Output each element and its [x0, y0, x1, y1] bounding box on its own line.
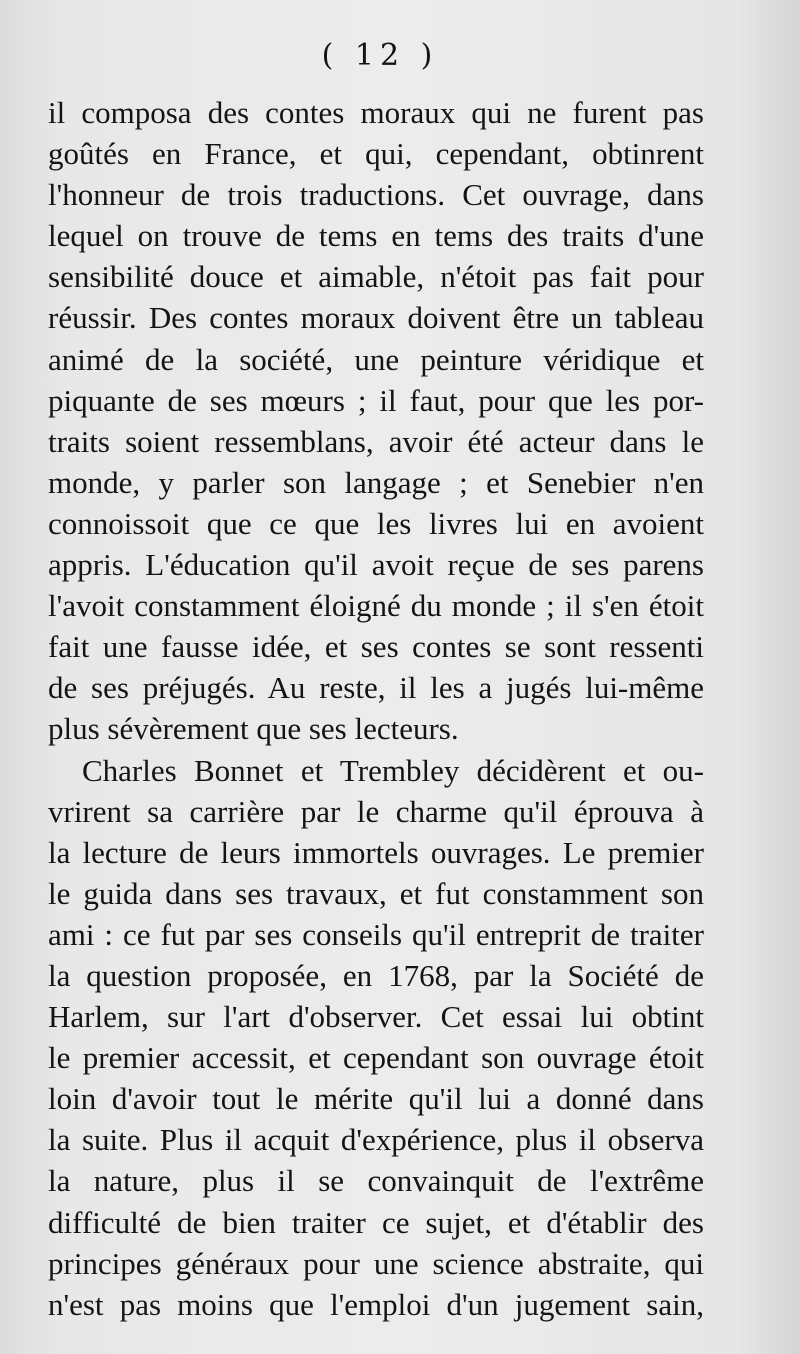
text-line: fait une fausse idée, et ses contes se sont ressenti	[48, 629, 704, 665]
text-line: goûtés en France, et qui, cependant, obtinrent	[48, 136, 704, 172]
text-line: lequel on trouve de tems en tems des traits d'une	[48, 218, 704, 254]
text-line: loin d'avoir tout le mérite qu'il lui a donné dans	[48, 1081, 704, 1117]
text-line: monde, y parler son langage ; et Senebier n'en	[48, 464, 704, 500]
paragraph-2	[48, 750, 704, 1325]
page-number: ( 12 )	[321, 38, 439, 73]
text-line: piquante de ses mœurs ; il faut, pour que les por-	[48, 382, 704, 418]
text-line: l'honneur de trois traductions. Cet ouvrage, dans	[48, 177, 704, 213]
text-line: n'est pas moins que l'emploi d'un jugement sain,	[48, 1286, 704, 1322]
text-line: la nature, plus il se convainquit de l'extrême	[48, 1163, 704, 1199]
text-line: il composa des contes moraux qui ne furent pas	[48, 95, 704, 130]
page-body	[48, 92, 704, 1325]
text-line: le guida dans ses travaux, et fut constamment son	[48, 875, 704, 911]
text-line: appris. L'éducation qu'il avoit reçue de ses parens	[48, 547, 704, 583]
text-line: plus sévèrement que ses lecteurs.	[48, 711, 459, 747]
paragraph-1	[48, 92, 704, 750]
text-line: la lecture de leurs immortels ouvrages. Le premier	[48, 834, 704, 870]
text-line: difficulté de bien traiter ce sujet, et d'établir des	[48, 1204, 704, 1240]
text-line: de ses préjugés. Au reste, il les a jugés lui-même	[48, 670, 704, 706]
text-line: la question proposée, en 1768, par la Société de	[48, 957, 704, 993]
text-line: Harlem, sur l'art d'observer. Cet essai lui obtint	[48, 999, 704, 1035]
text-line: connoissoit que ce que les livres lui en avoient	[48, 505, 704, 541]
text-line: le premier accessit, et cependant son ouvrage étoit	[48, 1040, 704, 1076]
text-line: réussir. Des contes moraux doivent être un tableau	[48, 300, 704, 336]
text-line: traits soient ressemblans, avoir été acteur dans le	[48, 423, 704, 459]
text-line: principes généraux pour une science abstraite, qui	[48, 1245, 704, 1281]
text-line: l'avoit constamment éloigné du monde ; il s'en étoit	[48, 588, 704, 624]
text-line: animé de la société, une peinture véridique et	[48, 341, 704, 377]
text-line: vrirent sa carrière par le charme qu'il éprouva à	[48, 793, 704, 829]
text-line: la suite. Plus il acquit d'expérience, plus il observa	[48, 1122, 704, 1158]
text-line: ami : ce fut par ses conseils qu'il entreprit de traiter	[48, 916, 704, 952]
text-line: sensibilité douce et aimable, n'étoit pas fait pour	[48, 259, 704, 295]
text-line: Charles Bonnet et Trembley décidèrent et ou-	[82, 752, 704, 788]
